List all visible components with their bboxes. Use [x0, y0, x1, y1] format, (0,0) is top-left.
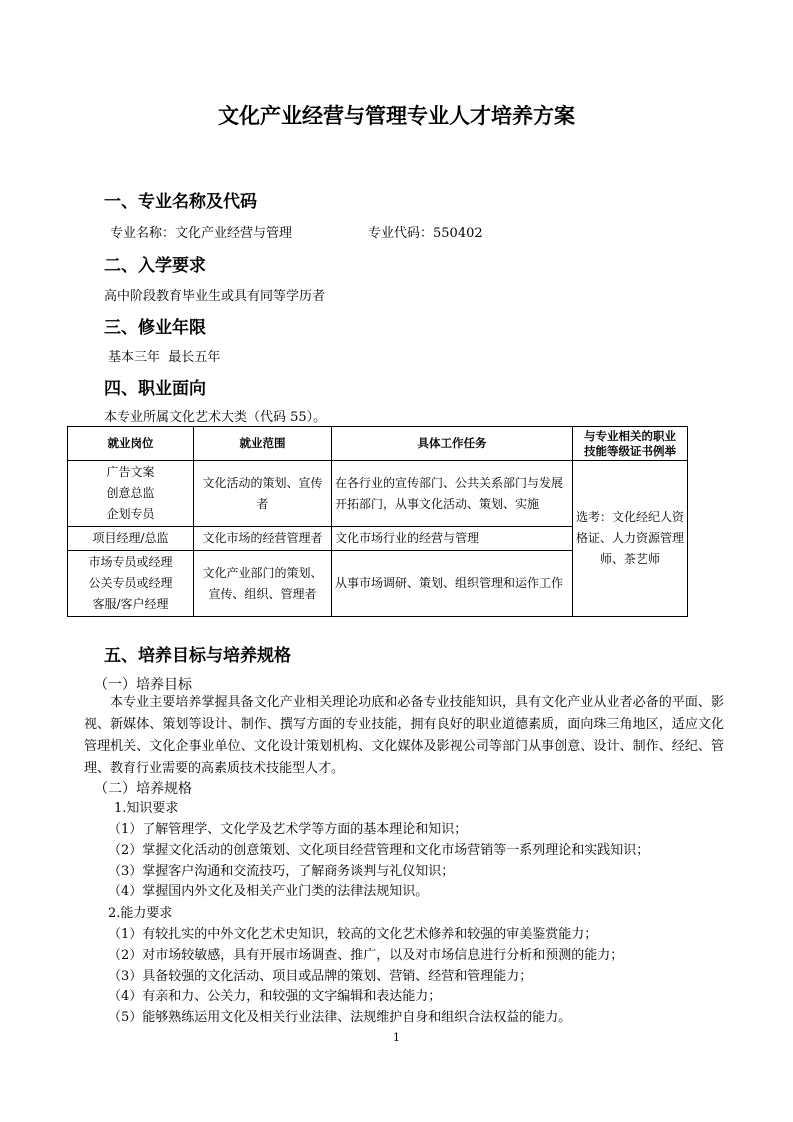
header-task: 具体工作任务: [332, 427, 573, 461]
post-item: 创意总监: [106, 486, 155, 500]
major-name-text: 专业名称：文化产业经营与管理: [110, 226, 293, 241]
list-item: （4）掌握国内外文化及相关产业门类的法律法规知识。: [108, 884, 429, 900]
post-cell: 项目经理/总监: [68, 527, 194, 551]
scope-cell: 文化活动的策划、宣传者: [194, 461, 332, 527]
scope-cell: 文化市场的经营管理者: [194, 527, 332, 551]
section-heading-career: 四、职业面向: [104, 379, 206, 399]
list-item: （2）掌握文化活动的创意策划、文化项目经营管理和文化市场营销等一系列理论和实践知识；: [108, 842, 650, 858]
scope-cell: 文化产业部门的策划、宣传、组织、管理者: [194, 551, 332, 617]
header-cert-line1: 与专业相关的职业: [584, 428, 676, 443]
section-heading-major-name: 一、专业名称及代码: [104, 192, 257, 212]
header-scope: 就业范围: [194, 427, 332, 461]
page-number: 1: [393, 1031, 400, 1044]
career-intro-text: 本专业所属文化艺术大类（代码 55）。: [104, 410, 327, 425]
list-item: （1）了解管理学、文化学及艺术学等方面的基本理论和知识；: [108, 822, 468, 837]
post-item: 客服/客户经理: [92, 597, 169, 611]
post-cell: [68, 551, 194, 617]
task-cell: 从事市场调研、策划、组织管理和运作工作: [332, 551, 573, 617]
section-heading-duration: 三、修业年限: [104, 318, 206, 338]
cert-cell: 选考：文化经纪人资格证、人力资源管理师、茶艺师: [573, 461, 688, 617]
list-item: （2）对市场较敏感，具有开展市场调查、推广，以及对市场信息进行分析和预测的能力；: [108, 947, 624, 963]
major-code-text: 专业代码：550402: [368, 226, 483, 241]
header-cert: [573, 427, 688, 461]
duration-text: 基本三年 最长五年: [108, 350, 221, 365]
list-item: （3）具备较强的文化活动、项目或品牌的策划、营销、经营和管理能力；: [108, 968, 533, 984]
admission-text: 高中阶段教育毕业生或具有同等学历者: [104, 289, 326, 304]
section-heading-goals: 五、培养目标与培养规格: [104, 646, 291, 666]
post-cell: [68, 461, 194, 527]
post-item: 公关专员或经理: [88, 576, 173, 590]
post-item: 广告文案: [106, 465, 155, 479]
list-item: （5）能够熟练运用文化及相关行业法律、法规维护自身和组织合法权益的能力。: [108, 1010, 572, 1026]
header-cert-line2: 技能等级证书例举: [584, 443, 676, 458]
knowledge-label: 1.知识要求: [114, 801, 179, 816]
list-item: （4）有亲和力、公关力，和较强的文字编辑和表达能力；: [108, 989, 442, 1005]
task-cell: 在各行业的宣传部门、公共关系部门与发展开拓部门，从事文化活动、策划、实施: [332, 461, 573, 527]
ability-label: 2.能力要求: [108, 906, 173, 921]
list-item: （3）掌握客户沟通和交流技巧，了解商务谈判与礼仪知识；: [108, 863, 455, 879]
ability-list: [108, 925, 623, 1029]
post-item: 市场专员或经理: [88, 555, 173, 569]
subsection-heading-goal: （一）培养目标: [94, 677, 192, 693]
table-header-row: [68, 427, 688, 461]
knowledge-list: [108, 820, 649, 903]
subsection-heading-spec: （二）培养规格: [94, 781, 192, 797]
table-row: [68, 461, 688, 527]
section-heading-admission: 二、入学要求: [104, 256, 206, 276]
career-table: [67, 426, 688, 617]
post-item: 企划专员: [106, 507, 155, 521]
header-post: 就业岗位: [68, 427, 194, 461]
goal-paragraph: 本专业主要培养掌握具备文化产业相关理论功底和必备专业技能知识，具有文化产业从业者必备的平面、影视、新媒体、策划等设计、制作、撰写方面的专业技能，拥有良好的职业道德素质，面向珠三角地区，适应文化管理机关、文化企事业单位、文化设计策划机构、文化媒体及影视公司等部门从事创意、设计、制作、经纪、管理、教育行业需要的高素质技术技能型人才。: [84, 695, 724, 776]
list-item: （1）有较扎实的中外文化艺术史知识，较高的文化艺术修养和较强的审美鉴赏能力；: [108, 927, 598, 942]
task-cell: 文化市场行业的经营与管理: [332, 527, 573, 551]
document-title: 文化产业经营与管理专业人才培养方案: [218, 104, 575, 128]
